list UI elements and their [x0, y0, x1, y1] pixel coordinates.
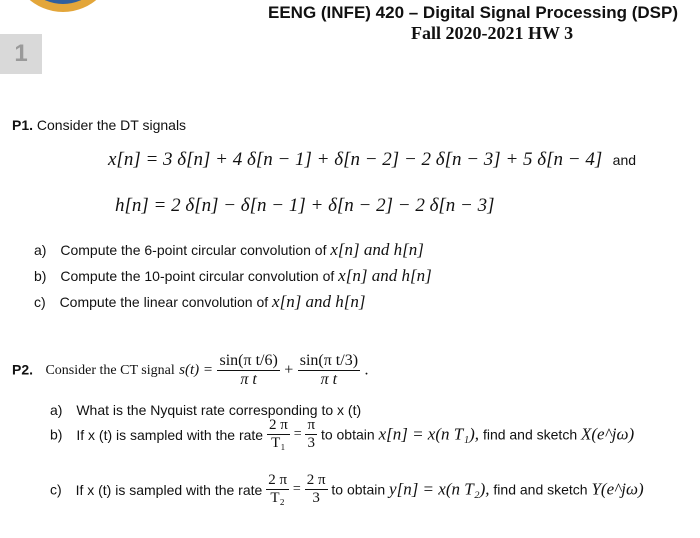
item-label: a) [34, 242, 47, 258]
fraction-2 [298, 352, 360, 389]
item-label: b) [34, 268, 47, 284]
p1-item-a [34, 240, 424, 260]
p2-number: P2. [12, 361, 34, 378]
equals-sign: = [293, 426, 302, 442]
p2-prompt: Consider the CT signal [45, 362, 175, 378]
p2-item-b [50, 417, 634, 452]
x-equation: x[n] = 3 δ[n] + 4 δ[n − 1] + δ[n − 2] − 2 δ[n − 3] + 5 δ[n − 4] [108, 149, 603, 170]
item-text: Compute the linear convolution of [59, 294, 269, 310]
fraction-numerator: 2 π [306, 472, 326, 488]
fraction-numerator: 2 π [268, 472, 288, 488]
item-signals: x[n] and h[n] [272, 292, 366, 311]
fraction-numerator: sin(π t/6) [219, 352, 278, 369]
and-text: and [612, 152, 637, 168]
item-label: c) [34, 294, 46, 310]
item-text: Compute the 6-point circular convolution of [60, 242, 327, 258]
fraction-denominator: π t [320, 371, 338, 388]
p2-item-c [50, 472, 644, 507]
item-end-text: find and sketch [482, 426, 578, 443]
p2-heading [12, 352, 368, 389]
fraction-1 [217, 352, 279, 389]
university-logo [8, 0, 118, 18]
plus-sign: + [284, 361, 294, 379]
item-text: If x (t) is sampled with the rate [75, 481, 263, 498]
fraction-numerator: 2 π [268, 417, 288, 433]
page-number-badge: 1 [0, 34, 42, 74]
item-text: If x (t) is sampled with the rate [76, 426, 264, 443]
item-mid-text: to obtain [320, 426, 375, 443]
item-end-text: find and sketch [493, 481, 588, 498]
sampling-formula: y[n] = x(n T₂), [389, 479, 490, 499]
fraction-numerator: π [307, 417, 316, 433]
item-mid-text: to obtain [331, 481, 386, 498]
rate-value-fraction [305, 417, 317, 452]
fraction-denominator: T₂ [270, 490, 285, 506]
item-text: Compute the 10-point circular convolution of [60, 268, 335, 284]
x-equation-line [108, 149, 636, 171]
rate-fraction [267, 417, 290, 452]
rate-fraction [266, 472, 289, 507]
dtft-symbol: Y(e^jω) [591, 479, 644, 499]
fraction-denominator: π t [240, 371, 257, 388]
p1-item-c [34, 292, 366, 312]
p1-number: P1. [12, 117, 34, 133]
dtft-symbol: X(e^jω) [581, 424, 635, 444]
p1-prompt: Consider the DT signals [36, 117, 187, 133]
item-text: What is the Nyquist rate corresponding to x (t) [76, 402, 362, 418]
item-signals: x[n] and h[n] [330, 240, 424, 259]
fraction-denominator: 3 [307, 435, 316, 451]
sampling-formula: x[n] = x(n T₁), [378, 424, 480, 444]
course-title: EENG (INFE) 420 – Digital Signal Processing (DSP) [268, 3, 678, 22]
p1-item-b [34, 266, 432, 286]
item-label: a) [50, 402, 63, 418]
fraction-denominator: 3 [312, 490, 320, 506]
term-homework: Fall 2020-2021 HW 3 [411, 23, 574, 43]
s-lhs: s(t) = [179, 362, 214, 378]
period: . [364, 361, 369, 379]
equals-sign: = [292, 481, 301, 497]
p1-heading [12, 117, 186, 133]
rate-value-fraction [305, 472, 328, 507]
item-label: b) [50, 426, 63, 443]
fraction-denominator: T₁ [271, 435, 286, 451]
h-equation: h[n] = 2 δ[n] − δ[n − 1] + δ[n − 2] − 2 δ[n − 3] [115, 195, 495, 216]
item-label: c) [50, 481, 62, 498]
fraction-numerator: sin(π t/3) [299, 352, 359, 369]
item-signals: x[n] and h[n] [338, 266, 432, 285]
p2-item-a [50, 402, 361, 418]
